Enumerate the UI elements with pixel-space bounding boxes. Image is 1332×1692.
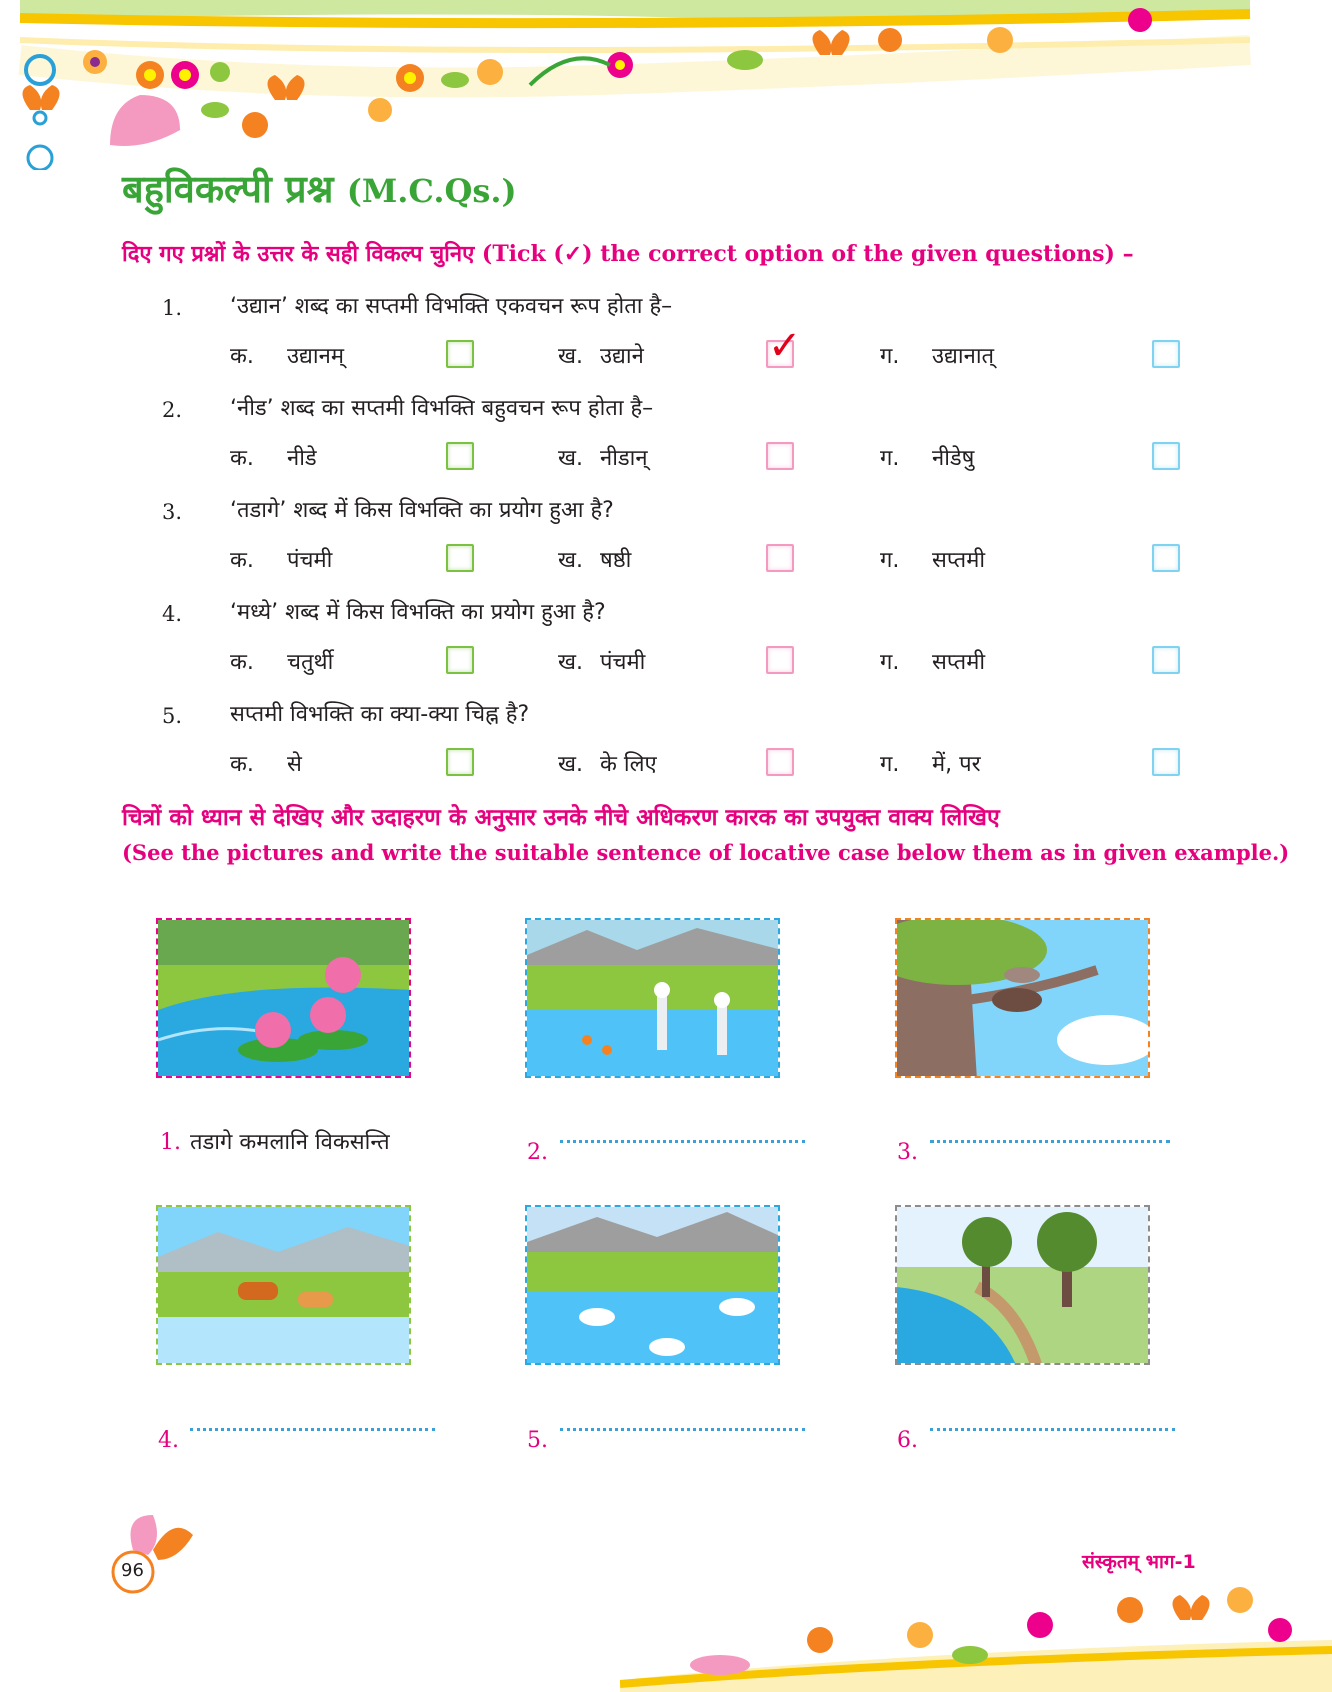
answer-line-2[interactable] [560, 1138, 805, 1143]
option-label: क. [230, 344, 254, 369]
section2-heading-english: (See the pictures and write the suitable sentence of locative case below them as in given example.) [122, 840, 1290, 865]
option-label: ख. [558, 752, 583, 777]
header-decoration [0, 0, 1332, 170]
answer-line-4[interactable] [190, 1426, 435, 1431]
page-title [122, 162, 517, 214]
option-label: ख. [558, 446, 583, 471]
checkbox-a[interactable] [446, 748, 474, 776]
option-a: उद्यानम् [287, 344, 344, 369]
option-c: नीडेषु [932, 446, 975, 471]
question-text: ‘नीड’ शब्द का सप्तमी विभक्ति बहुवचन रूप होता है– [230, 396, 654, 421]
title-english: (M.C.Qs.) [346, 172, 517, 210]
answer-number: 1. [160, 1130, 181, 1155]
question-text: ‘मध्ये’ शब्द में किस विभक्ति का प्रयोग हुआ है? [230, 600, 606, 625]
checkbox-a[interactable] [446, 442, 474, 470]
option-label: ग. [880, 446, 900, 471]
checkbox-a[interactable] [446, 340, 474, 368]
answer-number: 2. [527, 1140, 548, 1165]
question-number: 2. [162, 398, 183, 422]
instruction-text: दिए गए प्रश्नों के उत्तर के सही विकल्प चुनिए (Tick (✓) the correct option of the given questions) – [122, 241, 1134, 267]
option-label: ग. [880, 548, 900, 573]
option-b: षष्ठी [600, 548, 632, 573]
question-number: 3. [162, 500, 183, 524]
checkbox-c[interactable] [1152, 544, 1180, 572]
picture-cranes-lake [525, 918, 780, 1078]
picture-swans-lake [525, 1205, 780, 1365]
checkbox-a[interactable] [446, 544, 474, 572]
answer-number: 3. [897, 1140, 918, 1165]
question-number: 1. [162, 296, 183, 320]
page-number: 96 [121, 1560, 144, 1581]
checkbox-c[interactable] [1152, 646, 1180, 674]
answer-line-6[interactable] [930, 1426, 1175, 1431]
question-number: 4. [162, 602, 183, 626]
option-label: क. [230, 752, 254, 777]
answer-example: तडागे कमलानि विकसन्ति [190, 1130, 390, 1155]
checkbox-b[interactable] [766, 646, 794, 674]
question-number: 5. [162, 704, 183, 728]
picture-deer-lake [156, 1205, 411, 1365]
footer-decoration [620, 1580, 1332, 1692]
option-label: क. [230, 650, 254, 675]
option-label: ग. [880, 752, 900, 777]
question-text: ‘उद्यान’ शब्द का सप्तमी विभक्ति एकवचन रूप होता है– [230, 294, 673, 319]
option-label: ग. [880, 650, 900, 675]
picture-lotus-pond [156, 918, 411, 1078]
option-a: से [287, 752, 302, 777]
option-c: सप्तमी [932, 650, 986, 675]
checkbox-c[interactable] [1152, 442, 1180, 470]
answer-number: 4. [158, 1428, 179, 1453]
question-text: सप्तमी विभक्ति का क्या-क्या चिह्न है? [230, 702, 530, 727]
answer-number: 6. [897, 1428, 918, 1453]
option-a: पंचमी [287, 548, 333, 573]
option-a: चतुर्थी [287, 650, 334, 675]
option-label: ख. [558, 344, 583, 369]
option-label: ग. [880, 344, 900, 369]
option-c: में, पर [932, 752, 981, 777]
page-number-flower-icon [108, 1510, 203, 1595]
checkbox-c[interactable] [1152, 340, 1180, 368]
title-hindi: बहुविकल्पी प्रश्न [122, 167, 334, 211]
answer-number: 5. [527, 1428, 548, 1453]
answer-line-5[interactable] [560, 1426, 805, 1431]
option-label: ख. [558, 650, 583, 675]
option-label: क. [230, 446, 254, 471]
question-text: ‘तडागे’ शब्द में किस विभक्ति का प्रयोग हुआ है? [230, 498, 614, 523]
option-b: पंचमी [600, 650, 646, 675]
option-label: ख. [558, 548, 583, 573]
book-title: संस्कृतम् भाग-1 [1082, 1551, 1196, 1573]
option-c: उद्यानात् [932, 344, 995, 369]
section2-heading-hindi: चित्रों को ध्यान से देखिए और उदाहरण के अनुसार उनके नीचे अधिकरण कारक का उपयुक्त वाक्य लिखिए [122, 804, 1000, 831]
checkbox-a[interactable] [446, 646, 474, 674]
option-b: उद्याने [600, 344, 644, 369]
checkbox-c[interactable] [1152, 748, 1180, 776]
checkbox-b[interactable] [766, 442, 794, 470]
answer-line-3[interactable] [930, 1138, 1170, 1143]
checkbox-b[interactable] [766, 748, 794, 776]
picture-bird-nest-tree [895, 918, 1150, 1078]
option-b: के लिए [600, 752, 657, 777]
option-b: नीडान् [600, 446, 648, 471]
tick-icon: ✓ [768, 323, 802, 369]
option-label: क. [230, 548, 254, 573]
option-c: सप्तमी [932, 548, 986, 573]
checkbox-b[interactable] [766, 544, 794, 572]
option-a: नीडे [287, 446, 317, 471]
picture-trees-river [895, 1205, 1150, 1365]
